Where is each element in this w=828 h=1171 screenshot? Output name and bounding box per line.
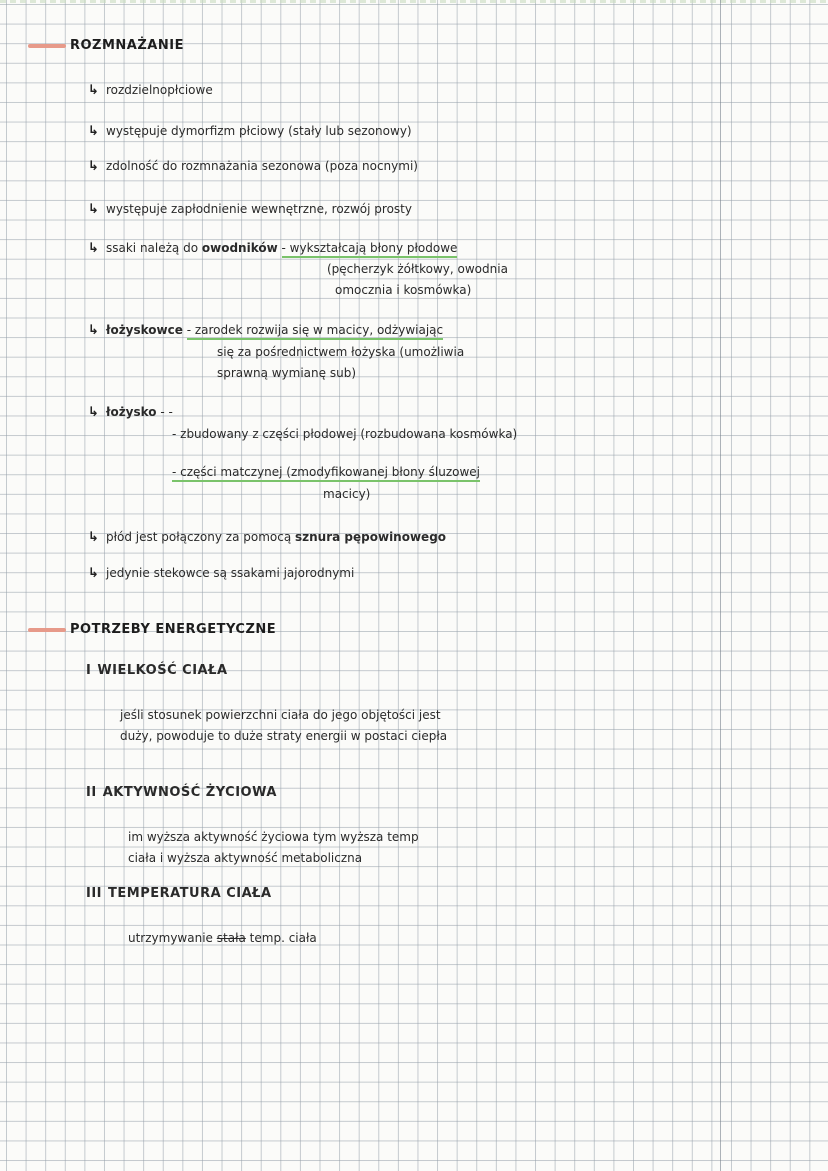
list-item — [88, 199, 412, 220]
text-part: temp. ciała — [249, 931, 317, 945]
point-text: im wyższa aktywność życiowa tym wyższa temp — [128, 830, 419, 844]
item-text: - zarodek rozwija się w macicy, odżywiając — [187, 323, 443, 340]
heading-text: ROZMNAŻANIE — [70, 38, 184, 53]
point-title: TEMPERATURA CIAŁA — [108, 886, 272, 901]
list-item — [88, 156, 418, 177]
arrow-icon: ↳ — [88, 241, 99, 256]
list-item — [88, 121, 412, 142]
item-text: płód jest połączony za pomocą — [106, 530, 292, 544]
item-text: ssaki należą do — [106, 241, 199, 255]
item-bold: owodników — [201, 241, 278, 255]
item-continuation — [172, 462, 480, 482]
margin-line — [720, 0, 721, 1171]
list-item-lozyskowce — [88, 320, 443, 341]
point-text: duży, powoduje to duże straty energii w postaci ciepła — [120, 729, 448, 743]
point-number: I — [86, 663, 92, 678]
list-item — [88, 80, 213, 101]
list-item-plod — [88, 527, 446, 548]
point-number: III — [86, 886, 103, 901]
arrow-icon: ↳ — [88, 323, 99, 338]
arrow-icon: ↳ — [88, 405, 99, 420]
item-text: występuje dymorfizm płciowy (stały lub sezonowy) — [106, 124, 412, 138]
heading-marker — [28, 628, 66, 632]
page-top-edge — [0, 0, 828, 3]
point-text — [128, 928, 317, 948]
item-bold: łożysko — [106, 405, 157, 419]
heading-marker — [28, 44, 66, 48]
item-continuation: się za pośrednictwem łożyska (umożliwia — [217, 345, 465, 359]
point-heading — [86, 785, 277, 800]
list-item-owodniki — [88, 238, 457, 259]
list-item-stekowce — [88, 563, 354, 584]
arrow-icon: ↳ — [88, 83, 99, 98]
item-continuation: omocznia i kosmówka) — [335, 283, 472, 297]
item-continuation: (pęcherzyk żółtkowy, owodnia — [327, 262, 508, 276]
item-continuation: macicy) — [323, 487, 371, 501]
item-text: występuje zapłodnienie wewnętrzne, rozwój prosty — [106, 202, 412, 216]
item-text: rozdzielnopłciowe — [106, 83, 213, 97]
point-text: ciała i wyższa aktywność metaboliczna — [128, 851, 363, 865]
point-title: WIELKOŚĆ CIAŁA — [97, 663, 228, 678]
item-text: zdolność do rozmnażania sezonowa (poza nocnymi) — [106, 159, 418, 173]
heading-text: POTRZEBY ENERGETYCZNE — [70, 622, 277, 637]
item-text: - - — [160, 405, 173, 419]
item-text: jedynie stekowce są ssakami jajorodnymi — [106, 566, 355, 580]
point-heading — [86, 663, 228, 678]
point-number: II — [86, 785, 97, 800]
arrow-icon: ↳ — [88, 159, 99, 174]
section-heading-potrzeby — [28, 622, 276, 637]
section-heading-rozmnazanie — [28, 38, 184, 53]
item-bold: sznura pępowinowego — [295, 530, 447, 544]
item-text: - części matczynej (zmodyfikowanej błony śluzowej — [172, 465, 480, 482]
arrow-icon: ↳ — [88, 202, 99, 217]
arrow-icon: ↳ — [88, 124, 99, 139]
item-continuation: sprawną wymianę sub) — [217, 366, 356, 380]
text-part: utrzymywanie — [128, 931, 213, 945]
item-continuation: - zbudowany z części płodowej (rozbudowana kosmówka) — [172, 427, 518, 441]
arrow-icon: ↳ — [88, 530, 99, 545]
point-title: AKTYWNOŚĆ ŻYCIOWA — [102, 785, 277, 800]
list-item-lozysko — [88, 402, 173, 423]
struck-text: stała — [216, 931, 246, 945]
arrow-icon: ↳ — [88, 566, 99, 581]
point-text: jeśli stosunek powierzchni ciała do jego objętości jest — [120, 708, 441, 722]
point-heading — [86, 886, 272, 901]
item-bold: łożyskowce — [106, 323, 183, 337]
item-text: - wykształcają błony płodowe — [282, 241, 458, 258]
